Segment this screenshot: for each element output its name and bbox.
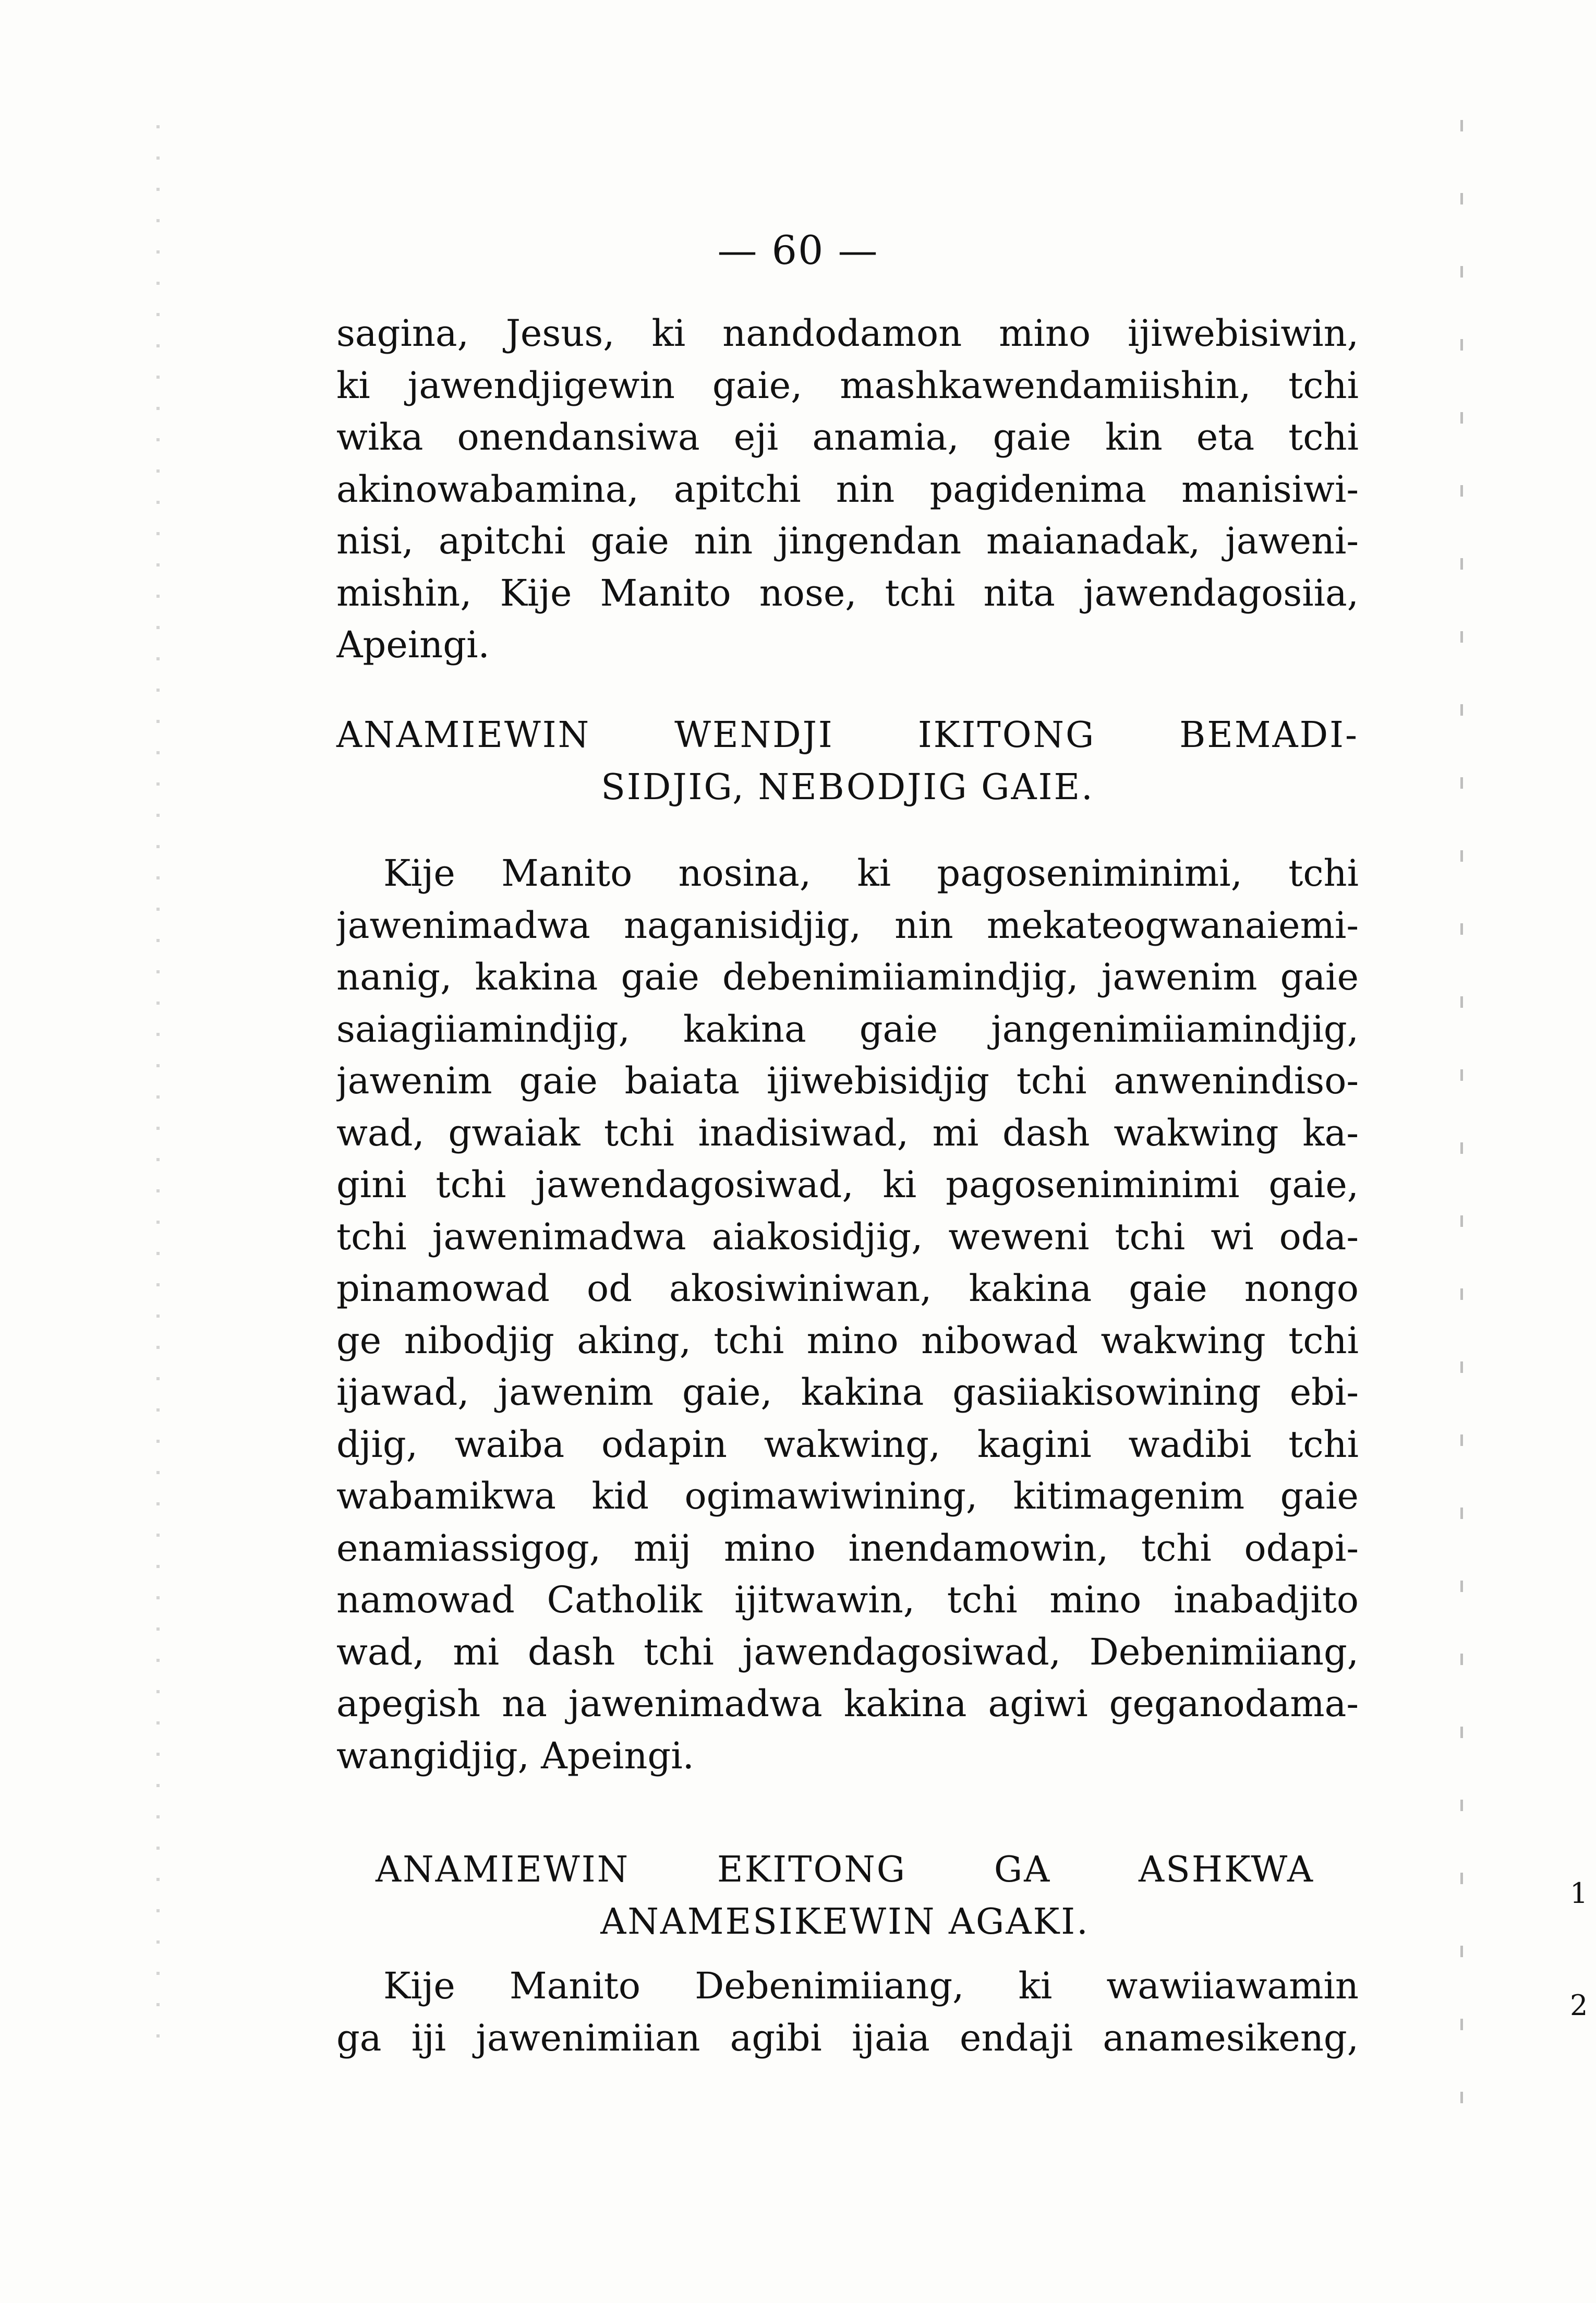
text-line: wangidjig, Apeingi. bbox=[336, 1734, 694, 1777]
page-edge-right bbox=[1460, 120, 1463, 2154]
text-line: Kije Manito Debenimiiang, ki wawiiawamin bbox=[383, 1964, 1359, 2007]
text-line: sagina, Jesus, ki nandodamon mino ijiwebisiwin, bbox=[336, 312, 1359, 355]
heading-line: ANAMIEWIN EKITONG GA ASHKWA bbox=[376, 1849, 1314, 1890]
text-line: namowad Catholik ijitwawin, tchi mino inabadjito bbox=[336, 1578, 1359, 1621]
text-line: djig, waiba odapin wakwing, kagini wadibi tchi bbox=[336, 1422, 1359, 1466]
text-line: nanig, kakina gaie debenimiiamindjig, jawenim gaie bbox=[336, 956, 1359, 998]
text-line: jawenimadwa naganisidjig, nin mekateogwanaiemi- bbox=[336, 903, 1359, 947]
text-line: Apeingi. bbox=[336, 623, 490, 666]
text-line: tchi jawenimadwa aiakosidjig, weweni tchi wi oda- bbox=[336, 1215, 1359, 1258]
text-line: ijawad, jawenim gaie, kakina gasiiakisowining ebi- bbox=[336, 1371, 1359, 1414]
text-line: enamiassigog, mij mino inendamowin, tchi odapi- bbox=[336, 1526, 1359, 1570]
heading-line: ANAMESIKEWIN AGAKI. bbox=[600, 1901, 1090, 1943]
text-line: wika onendansiwa eji anamia, gaie kin eta tchi bbox=[336, 416, 1359, 459]
margin-note: 2 bbox=[1570, 1989, 1588, 2022]
section-heading-1 bbox=[336, 709, 1359, 814]
page-number: — 60 — bbox=[717, 227, 879, 273]
text-line: jawenim gaie baiata ijiwebisidjig tchi anwenindiso- bbox=[336, 1059, 1359, 1102]
text-line: wabamikwa kid ogimawiwining, kitimagenim gaie bbox=[336, 1475, 1359, 1517]
paragraph-1 bbox=[336, 308, 1359, 671]
text-line: ga iji jawenimiian agibi ijaia endaji anamesikeng, bbox=[336, 2016, 1359, 2059]
heading-line: ANAMIEWIN WENDJI IKITONG BEMADI- bbox=[336, 715, 1359, 756]
text-line: ki jawendjigewin gaie, mashkawendamiishin, tchi bbox=[336, 364, 1359, 407]
page-edge-left bbox=[156, 125, 160, 2055]
heading-line: SIDJIG, NEBODJIG GAIE. bbox=[601, 767, 1094, 808]
text-line: nisi, apitchi gaie nin jingendan maianadak, jaweni- bbox=[336, 520, 1359, 562]
text-line: Kije Manito nosina, ki pagoseniminimi, tchi bbox=[383, 852, 1359, 895]
text-line: mishin, Kije Manito nose, tchi nita jawendagosiia, bbox=[336, 571, 1359, 614]
text-line: wad, mi dash tchi jawendagosiwad, Debenimiiang, bbox=[336, 1630, 1359, 1673]
text-line: akinowabamina, apitchi nin pagidenima manisiwi- bbox=[336, 467, 1359, 511]
paragraph-3 bbox=[336, 1960, 1359, 2064]
text-line: ge nibodjig aking, tchi mino nibowad wakwing tchi bbox=[336, 1319, 1359, 1362]
text-line: wad, gwaiak tchi inadisiwad, mi dash wakwing ka- bbox=[336, 1111, 1359, 1154]
text-line: saiagiiamindjig, kakina gaie jangenimiiamindjig, bbox=[336, 1007, 1359, 1051]
margin-note: 1 bbox=[1570, 1877, 1588, 1910]
text-line: apegish na jawenimadwa kakina agiwi geganodama- bbox=[336, 1682, 1359, 1725]
paragraph-2 bbox=[336, 848, 1359, 1782]
text-line: gini tchi jawendagosiwad, ki pagoseniminimi gaie, bbox=[336, 1163, 1359, 1206]
section-heading-2 bbox=[376, 1844, 1314, 1948]
text-line: pinamowad od akosiwiniwan, kakina gaie nongo bbox=[336, 1267, 1359, 1310]
